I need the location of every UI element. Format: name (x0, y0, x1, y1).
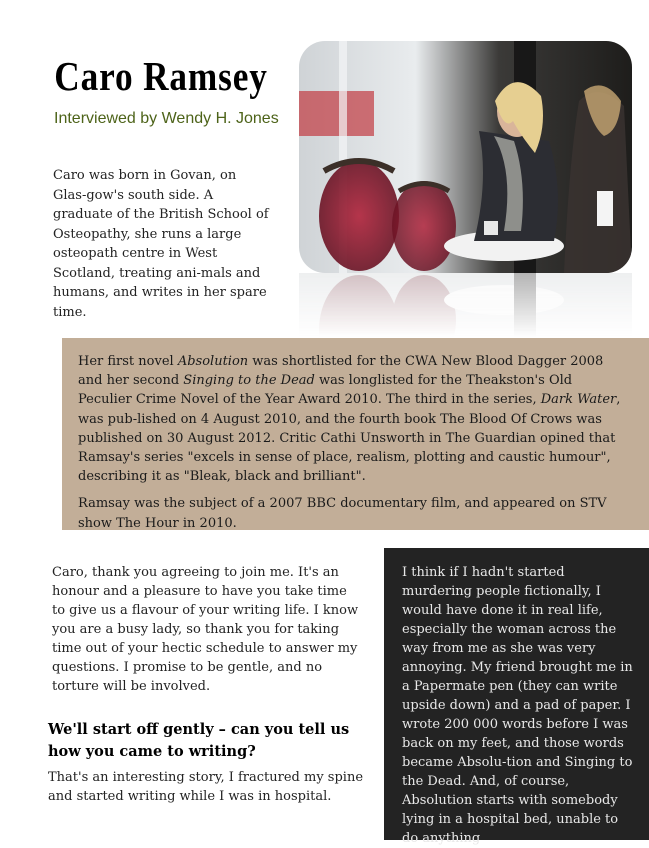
author-photo-reflection (299, 273, 632, 337)
highlight-text: was shortlisted for the CWA New Blood Dagger 2008 and her second (78, 354, 604, 389)
highlight-text: , was pub-lished on 4 August 2010, and the fourth book The Blood Of Crows was published on 30 August 2012. Critic Cathi Unsworth in The Guardian opined that Ramsay's series "excels in sense of place, realism, plotting and caustic humour", describing it as "Bleak, black and brilliant". (78, 392, 621, 485)
highlight-text: Her first novel (78, 354, 178, 369)
interview-answer-start: That's an interesting story, I fractured my spine and started writing while I was in hospital. (48, 770, 364, 804)
interview-question-heading: We'll start off gently – can you tell us how you came to writing? (48, 721, 350, 760)
interview-intro: Caro, thank you agreeing to join me. It's an honour and a pleasure to have you take time to give us a flavour of your writing life. I know you are a busy lady, so thank you for taking time out of your hectic schedule to answer my questions. I promise to be gentle, and no torture will be involved. (52, 565, 359, 694)
book-title-absolution: Absolution (177, 354, 249, 369)
book-title-dark-water: Dark Water (540, 392, 617, 408)
author-photo (299, 41, 632, 273)
highlight-text: was longlisted for the Theakston's Old Peculier Crime Novel of the Year Award 2010. The third in the series, (78, 373, 573, 408)
photo-woman-cafe-icon (299, 41, 632, 273)
career-highlights-box (62, 338, 649, 530)
career-highlights-paragraph (78, 352, 629, 486)
answer-continuation: I think if I hadn't started murdering people fictionally, I would have done it in real life, especially the woman across the way from me as she was very annoying. My friend brought me in a Papermate pen (they can write upside down) and a pad of paper. I wrote 200 000 words before I was back on my feet, and those words became Absolu-tion and Singing to the Dead. And, of course, Absolution starts with somebody lying in a hospital bed, unable to do anything (402, 565, 633, 846)
answer-dark-column (384, 548, 649, 846)
book-title-singing-to-the-dead: Singing to the Dead (183, 373, 315, 389)
documentary-paragraph: Ramsay was the subject of a 2007 BBC documentary film, and appeared on STV show The Hour in 2010. (78, 496, 607, 531)
author-bio: Caro was born in Govan, on Glas-gow's south side. A graduate of the British School of Osteopathy, she runs a large osteopath centre in West Scotland, treating ani-mals and humans, and writes in her spare time. (53, 168, 269, 320)
interviewer-byline: Interviewed by Wendy H. Jones (54, 110, 279, 127)
author-name-title: Caro Ramsey (54, 53, 268, 99)
